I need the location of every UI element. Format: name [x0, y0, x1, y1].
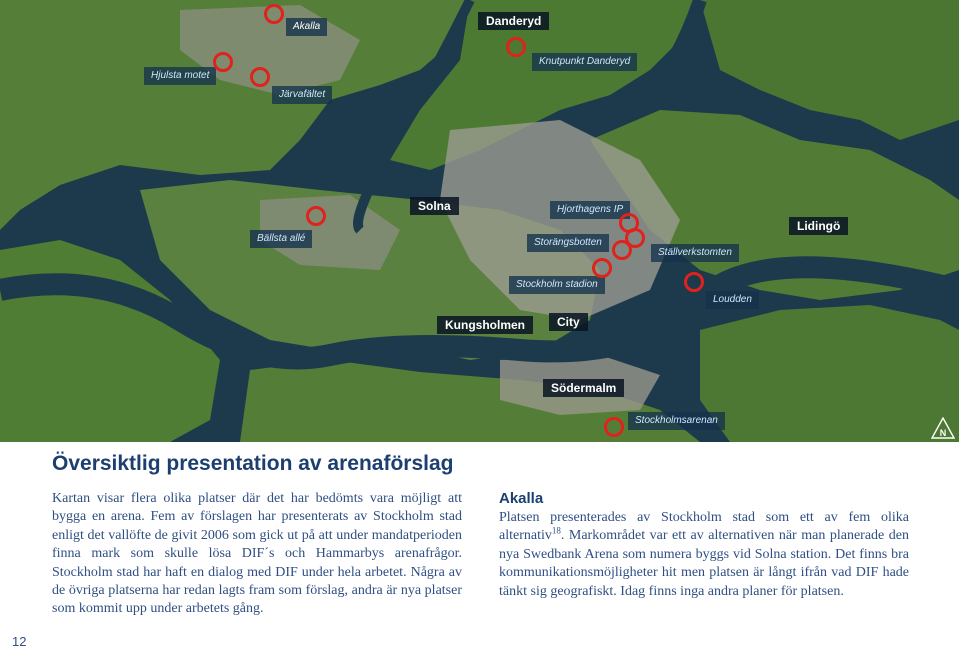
right-column	[499, 489, 909, 601]
north-label: N	[939, 428, 947, 438]
akalla-text-before: Platsen presenterades av Stockholm stad som ett av fem olika alternativ	[499, 510, 909, 544]
marker-loudden	[684, 272, 704, 292]
map-label-kungsholmen: Kungsholmen	[437, 316, 533, 334]
map-label-hjulsta-motet: Hjulsta motet	[144, 67, 216, 85]
page-number: 12	[12, 634, 27, 649]
map-label-hjorthagens-ip: Hjorthagens IP	[550, 201, 630, 219]
marker-stockholmsarenan	[604, 417, 624, 437]
map-label-knutpunkt-danderyd: Knutpunkt Danderyd	[532, 53, 637, 71]
map-label-city: City	[549, 313, 588, 331]
map-label-ballsta-alle: Bällsta allé	[250, 230, 312, 248]
map-label-storangsbotten: Storängsbotten	[527, 234, 609, 252]
akalla-paragraph	[499, 509, 909, 601]
map-label-solna: Solna	[410, 197, 459, 215]
marker-storangsbotten	[612, 240, 632, 260]
map-label-loudden: Loudden	[706, 291, 759, 309]
map-label-stockholmsarenan: Stockholmsarenan	[628, 412, 725, 430]
footnote-ref: 18	[551, 525, 561, 536]
map-label-jarvafaltet: Järvafältet	[272, 86, 332, 104]
marker-jarvafaltet	[250, 67, 270, 87]
marker-akalla	[264, 4, 284, 24]
intro-paragraph: Kartan visar flera olika platser där det har bedömts vara möjligt att bygga en arena. Fem av förslagen har presenterats av Stockholm stad enligt det vallöfte de givit 2006 som gick ut på att under mandatperioden finna mark som skulle lösa DIF´s och Hammarbys arenafrågor. Stockholm stad har haft en dialog med DIF under hela arbetet. Några av de övriga platserna har redan lagts fram som förslag, andra är nya platser som kommit upp under arbetets gång.	[52, 491, 462, 617]
akalla-heading: Akalla	[499, 490, 544, 507]
left-column	[52, 490, 462, 619]
marker-danderyd	[506, 37, 526, 57]
marker-ballsta	[306, 206, 326, 226]
marker-hjulsta	[213, 52, 233, 72]
akalla-text-after: . Markområdet var ett av alternativen när man planerade den nya Swedbank Arena som numera byggs vid Solna station. Det finns bra kommunikationsmöjligheter hit men platsen är långt ifrån vad DIF hade tänkt sig geografiskt. Idag finns inga andra planer för platsen.	[499, 528, 909, 599]
map-label-stockholm-stadion: Stockholm stadion	[509, 276, 605, 294]
map-label-lidingo: Lidingö	[789, 217, 848, 235]
map-label-sodermalm: Södermalm	[543, 379, 624, 397]
page-heading: Översiktlig presentation av arenaförslag	[52, 452, 454, 475]
north-arrow-icon	[931, 417, 955, 441]
map-label-akalla: Akalla	[286, 18, 327, 36]
map-label-stallverkstomten: Ställverkstomten	[651, 244, 739, 262]
marker-stadion	[592, 258, 612, 278]
map-label-danderyd: Danderyd	[478, 12, 549, 30]
